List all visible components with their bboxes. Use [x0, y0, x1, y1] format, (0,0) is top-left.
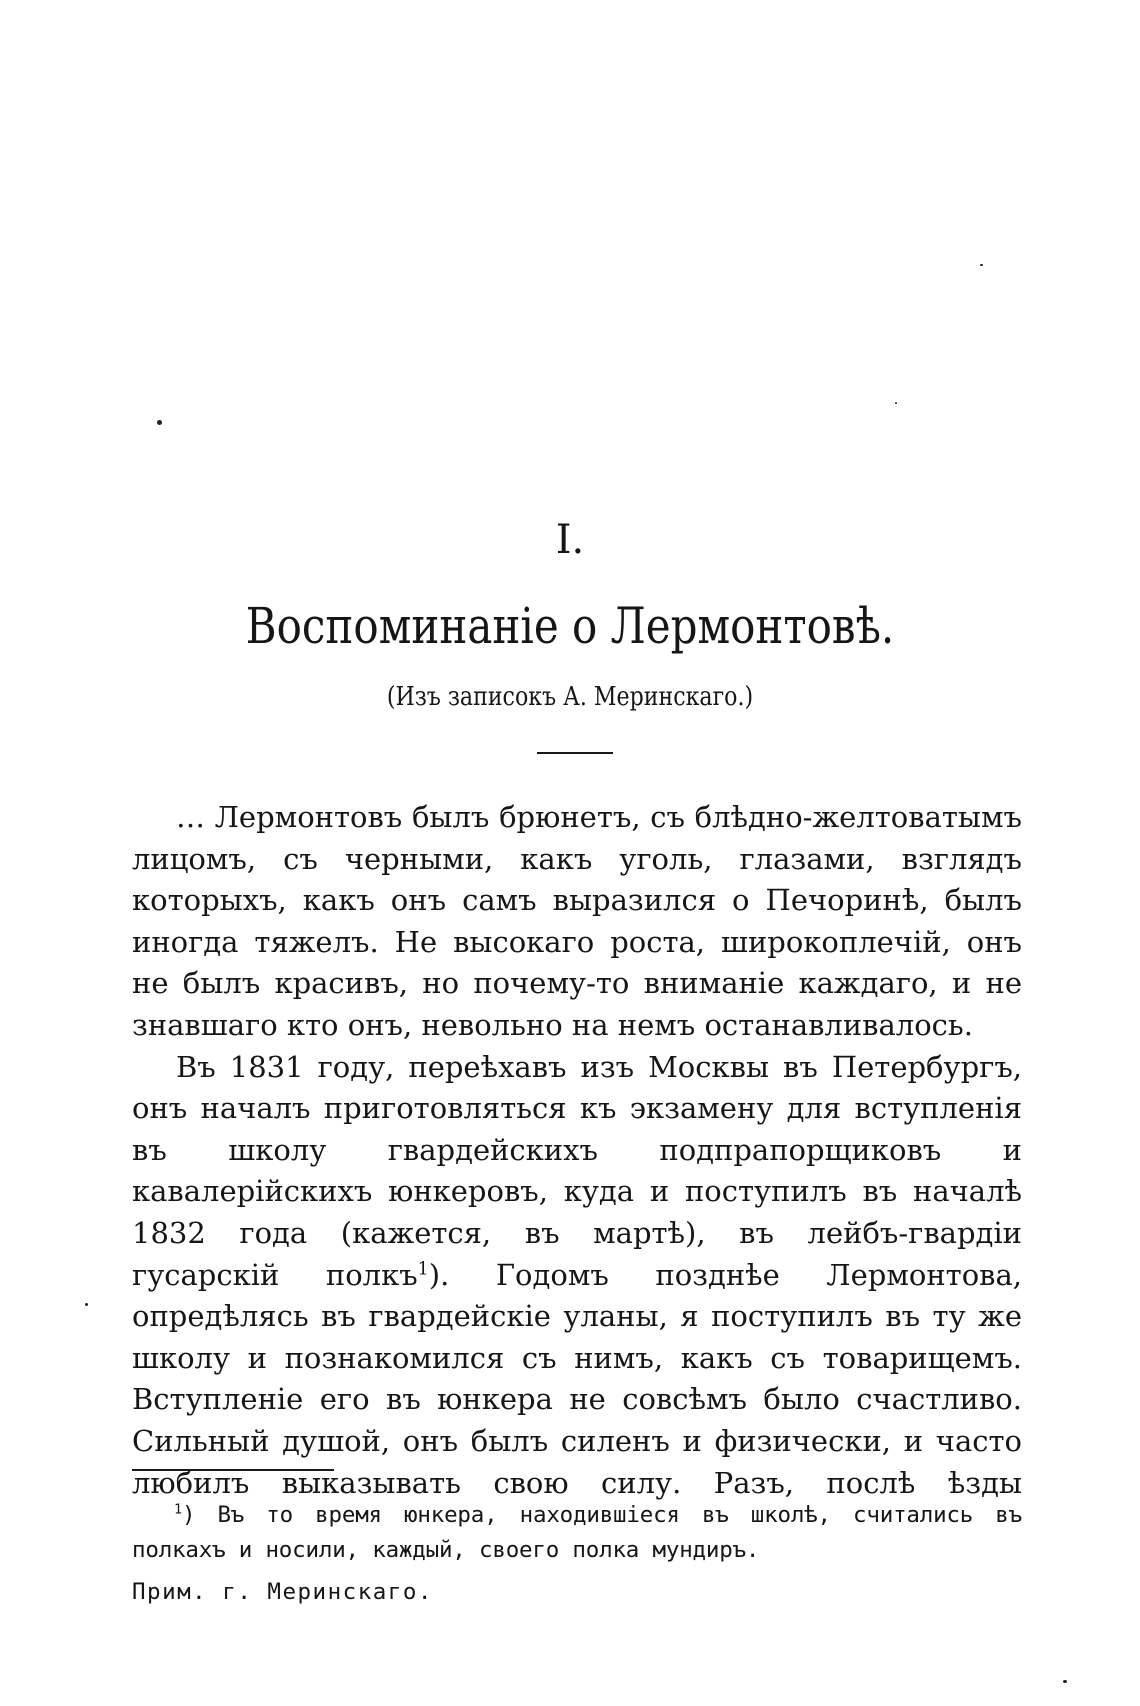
paragraph-1-text: … Лермонтовъ былъ брюнетъ, съ блѣдно-желтоватымъ лицомъ, съ черными, какъ уголь, глазами, взглядъ которыхъ, какъ онъ самъ выразился о Печоринѣ, былъ иногда тяжелъ. Не высокаго роста, широкоплечій, онъ не былъ красивъ, но почему-то вниманіе каждаго, и не знавшаго кто онъ, невольно на немъ останавливалось. [132, 800, 1022, 1042]
print-speck [1063, 1680, 1067, 1683]
paragraph-2-text-end: ). Годомъ позднѣе Лермонтова, опредѣлясь въ гвардейскіе уланы, я поступилъ въ ту же школу и познакомился съ нимъ, какъ съ товарищемъ. Вступленіе его въ юнкера не совсѣмъ было счастливо. Сильный душой, онъ былъ силенъ и физически, и часто любилъ выказывать свою силу. Разъ, послѣ ѣзды [132, 1257, 1022, 1500]
print-speck [157, 420, 162, 425]
footnote [132, 1498, 1022, 1610]
footnote-body: ) Въ то время юнкера, находившіеся въ школѣ, считались въ полкахъ и носили, каждый, своего полка мундиръ. [132, 1502, 1022, 1563]
paragraph-2-text-start: Въ 1831 году, переѣхавъ изъ Москвы въ Петербургъ, онъ началъ приготовляться къ экзамену для вступленія въ школу гвардейскихъ подпрапорщиковъ и кавалерійскихъ юнкеровъ, куда и поступилъ въ началѣ 1832 года (кажется, въ мартѣ), въ лейбъ-гвардіи гусарскій полкъ [132, 1049, 1022, 1292]
print-speck [85, 1303, 88, 1306]
chapter-subtitle: (Изъ записокъ А. Меринскаго.) [386, 682, 754, 712]
paragraph-2 [132, 1047, 1022, 1505]
paragraph-1 [132, 797, 1022, 1047]
footnote-reference[interactable]: 1 [417, 1258, 429, 1279]
print-speck [895, 402, 897, 404]
footnote-mark: 1 [174, 1501, 182, 1518]
main-text [132, 797, 1022, 1504]
footnote-signature: Прим. г. Меринскаго. [132, 1579, 433, 1605]
chapter-number: I. [555, 517, 585, 563]
footnote-divider [132, 1469, 334, 1471]
footnote-text [132, 1498, 1022, 1568]
chapter-title: Воспоминаніе о Лермонтовѣ. [245, 597, 895, 655]
print-speck [980, 264, 983, 266]
title-divider [537, 752, 613, 754]
